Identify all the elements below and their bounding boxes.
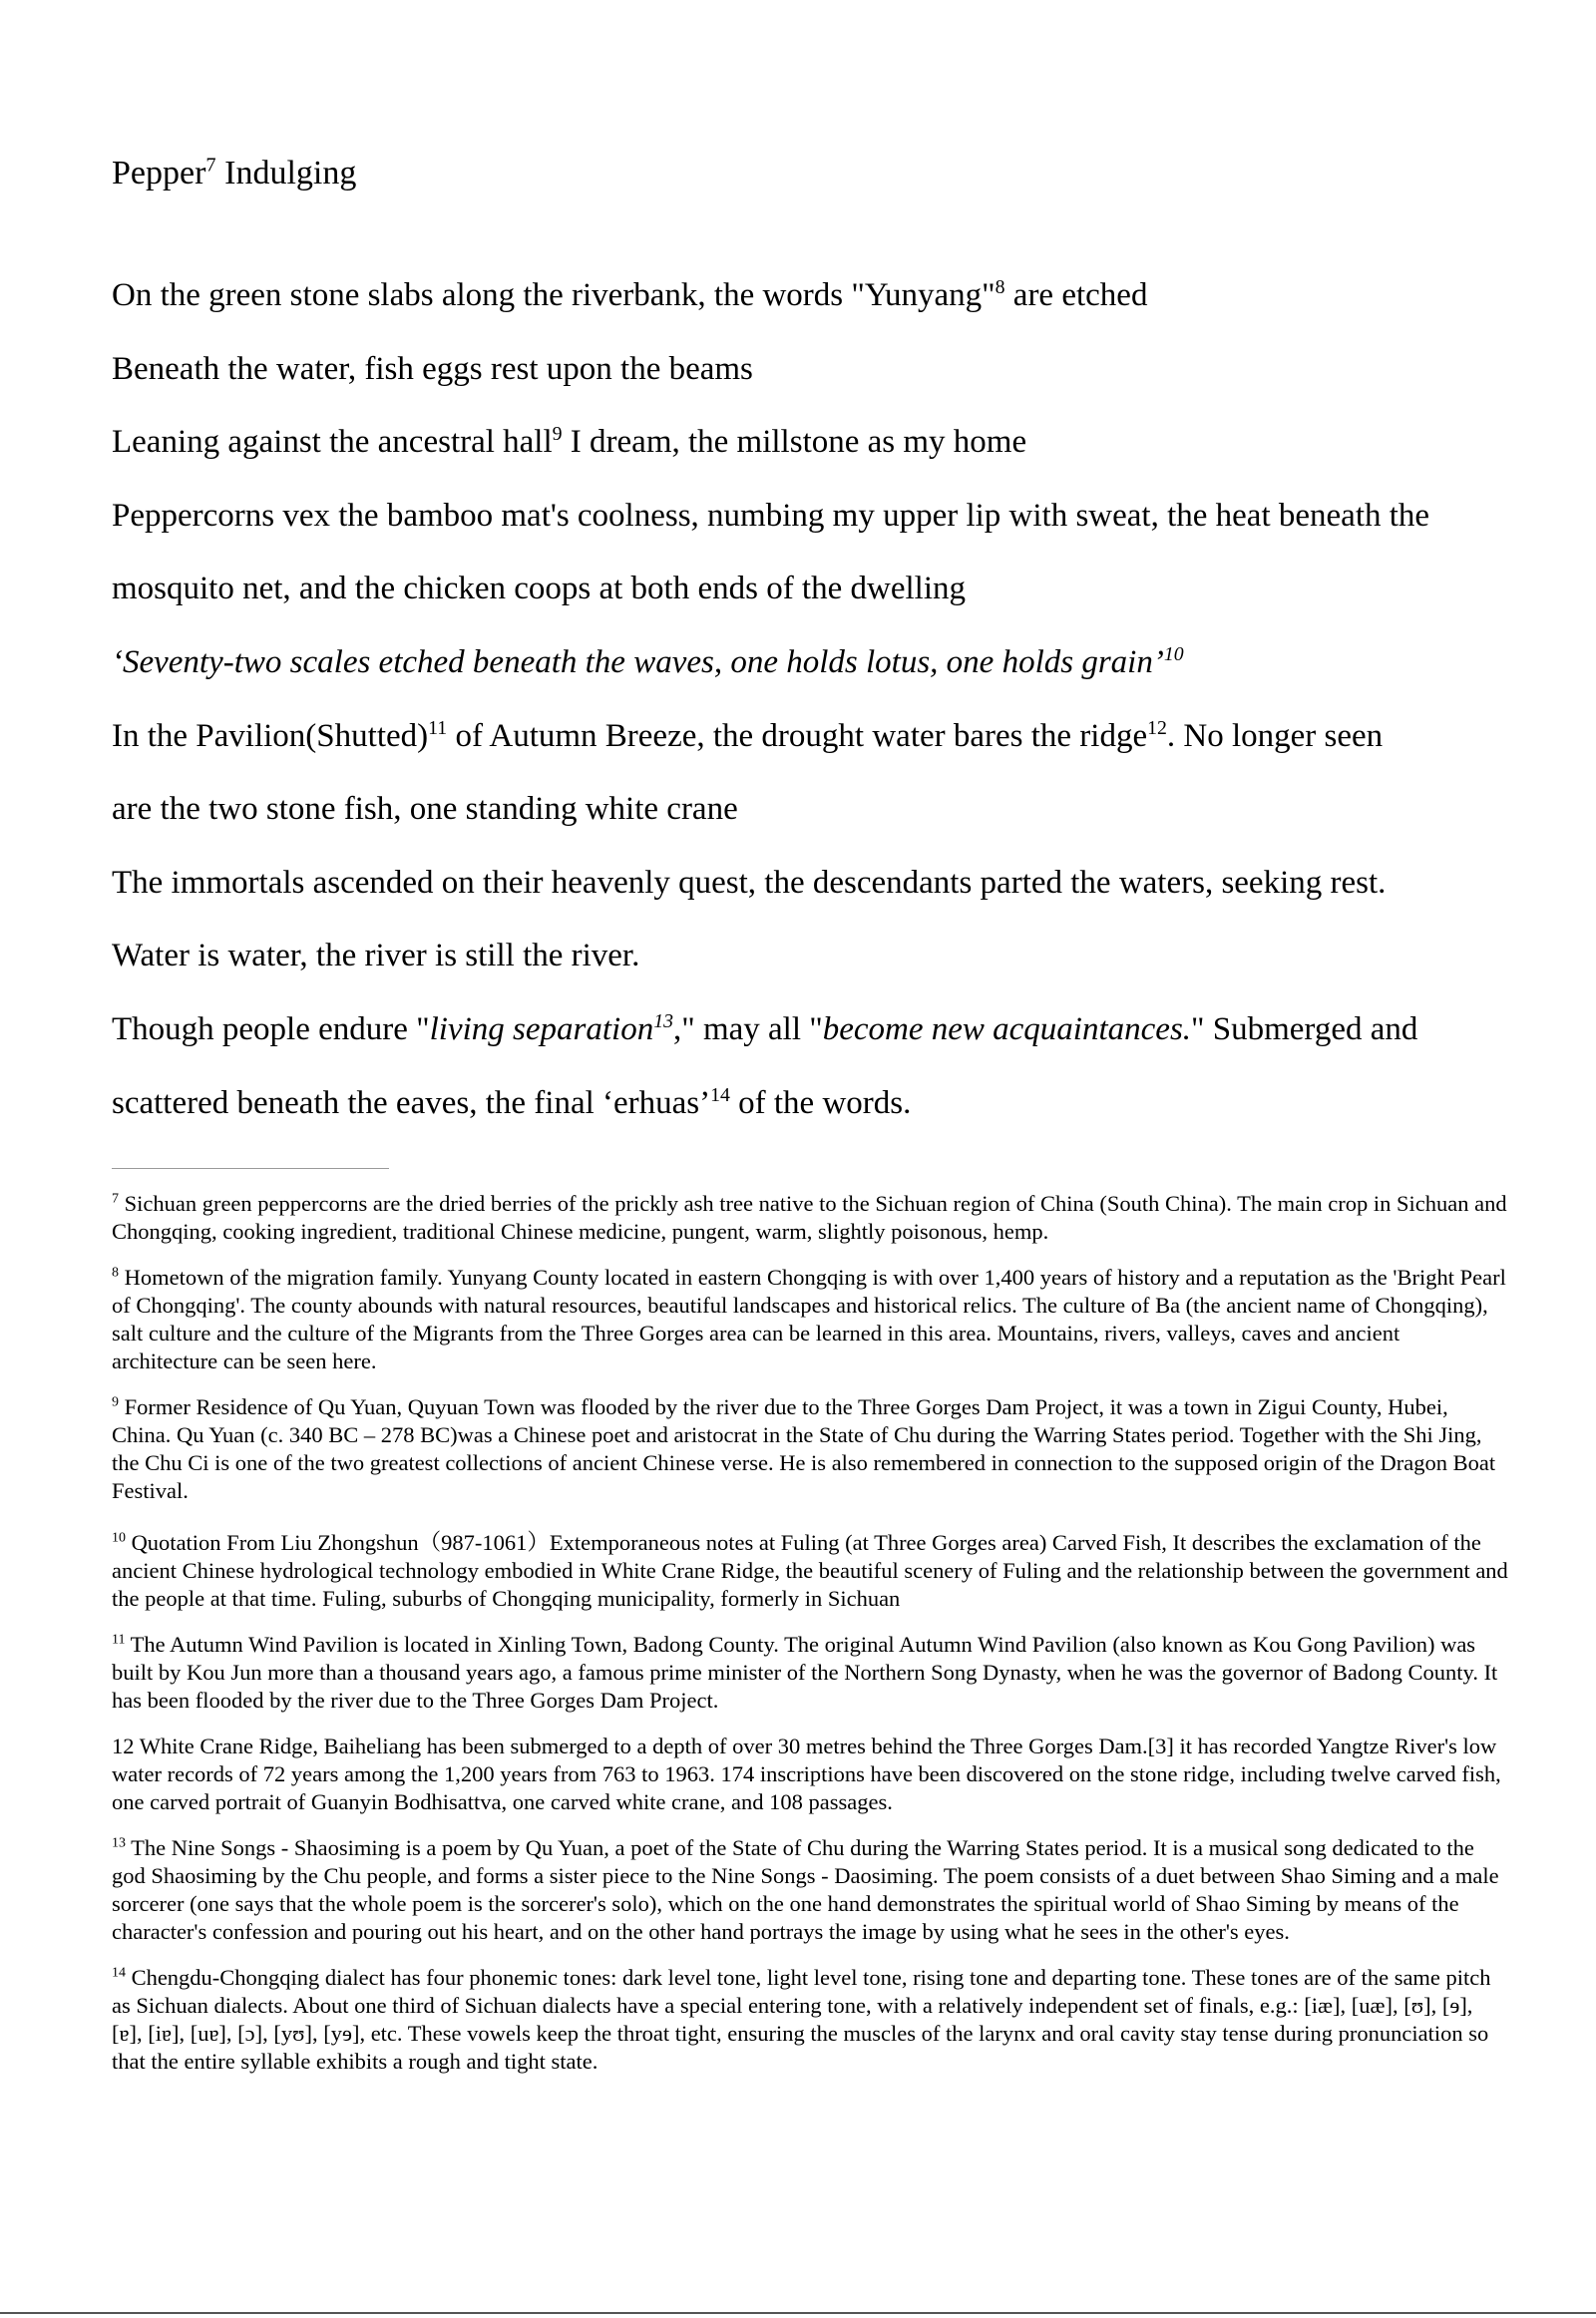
- poem-line: Water is water, the river is still the river.: [112, 938, 640, 974]
- footnote-13: $^{13}$ The Nine Songs - Shaosiming is a poem by Qu Yuan, a poet of the State of Chu during the Warring States period. It is a musical song dedicated to the god Shaosiming by the Chu people, and forms a sister piece to the Nine Songs - Daosiming. The poem consists of a duet between Shao Siming and a male sorcerer (one says that the whole poem is the sorcerer's solo), which on the one hand demonstrates the spiritual world of Shao Siming by means of the character's confession and pouring out his heart, and on the other hand portrays the image by using what he sees in the other's eyes.: [112, 1835, 1499, 1944]
- footnote-ref[interactable]: 13: [653, 1009, 673, 1032]
- footnote-8: $^8$ Hometown of the migration family. Yunyang County located in eastern Chongqing is with over 1,400 years of history and a reputation as the 'Bright Pearl of Chongqing'. The county abounds with natural resources, beautiful landscapes and historical relics. The culture of Ba (the ancient name of Chongqing), salt culture and the culture of the Migrants from the Three Gorges area can be learned in this area. Mountains, rivers, valleys, caves and ancient architecture can be seen here.: [112, 1265, 1506, 1373]
- footnote-ref[interactable]: 11: [428, 716, 448, 739]
- footnote-11: $^{11}$ The Autumn Wind Pavilion is located in Xinling Town, Badong County. The original Autumn Wind Pavilion (also known as Kou Gong Pavilion) was built by Kou Jun more than a thousand years ago, a famous prime minister of the Northern Song Dynasty, when he was the governor of Badong County. It has been flooded by the river due to the Three Gorges Dam Project.: [112, 1632, 1498, 1713]
- footnote-12: 12 White Crane Ridge, Baiheliang has been submerged to a depth of over 30 metres behind the Three Gorges Dam.[3] it has recorded Yangtze River's low water records of 72 years among the 1,200 years from 763 to 1963. 174 inscriptions have been discovered on the stone ridge, including twelve carved fish, one carved portrait of Guanyin Bodhisattva, one carved white crane, and 108 passages.: [112, 1734, 1501, 1814]
- footnote-ref[interactable]: 7: [205, 154, 216, 177]
- poem-line: are the two stone fish, one standing white crane: [112, 791, 738, 828]
- footnote-10: $^{10}$ Quotation From Liu Zhongshun（987-1061）Extemporaneous notes at Fuling (at Three Gorges area) Carved Fish, It describes the exclamation of the ancient Chinese hydrological technology embodied in White Crane Ridge, the beautiful scenery of Fuling and the relationship between the government and the people at that time. Fuling, suburbs of Chongqing municipality, formerly in Sichuan: [112, 1530, 1508, 1611]
- footnote-ref[interactable]: 10: [1163, 642, 1184, 665]
- poem-line: Though people endure "living separation$^{13}$," may all "become new acquaintances." Submerged and: [112, 1009, 1418, 1047]
- poem-line: Beneath the water, fish eggs rest upon the beams: [112, 350, 753, 387]
- footnote-ref[interactable]: 12: [1147, 716, 1167, 739]
- poem-line: mosquito net, and the chicken coops at both ends of the dwelling: [112, 571, 966, 607]
- poem-line: Peppercorns vex the bamboo mat's coolness, numbing my upper lip with sweat, the heat beneath the: [112, 497, 1430, 534]
- poem-body: [112, 259, 1488, 1140]
- footnote-ref[interactable]: 14: [710, 1083, 730, 1106]
- poem-line-quote: ‘Seventy-two scales etched beneath the waves, one holds lotus, one holds grain’$^{10}$: [112, 642, 1184, 680]
- poem-line: The immortals ascended on their heavenly quest, the descendants parted the waters, seeking rest.: [112, 864, 1387, 901]
- footnote-14: $^{14}$ Chengdu-Chongqing dialect has four phonemic tones: dark level tone, light level tone, rising tone and departing tone. These tones are of the same pitch as Sichuan dialects. About one third of Sichuan dialects have a special entering tone, with a relatively independent set of finals, e.g.: [iæ], [uæ], [ʊ], [ɘ], [ɐ], [iɐ], [uɐ], [ɔ], [yʊ], [yɘ], etc. These vowels keep the throat tight, ensuring the muscles of the larynx and oral cavity stay tense during pronunciation so that the entire syllable exhibits a rough and tight state.: [112, 1965, 1491, 2074]
- footnote-separator: [112, 1168, 389, 1169]
- footnotes: [112, 1190, 1508, 2076]
- poem-line: In the Pavilion(Shutted)$^{11}$ of Autumn Breeze, the drought water bares the ridge$^{12}$. No longer seen: [112, 716, 1384, 754]
- footnote-7: $^7$ Sichuan green peppercorns are the dried berries of the prickly ash tree native to the Sichuan region of China (South China). The main crop in Sichuan and Chongqing, cooking ingredient, traditional Chinese medicine, pungent, warm, slightly poisonous, hemp.: [112, 1191, 1507, 1244]
- poem-line: scattered beneath the eaves, the final ‘erhuas’$^{14}$ of the words.: [112, 1083, 912, 1121]
- poem-line: Leaning against the ancestral hall$^9$ I dream, the millstone as my home: [112, 423, 1027, 461]
- poem-title: Pepper$^7$ Indulging: [112, 154, 357, 192]
- footnote-9: $^9$ Former Residence of Qu Yuan, Quyuan Town was flooded by the river due to the Three Gorges Dam Project, it was a town in Zigui County, Hubei, China. Qu Yuan (c. 340 BC – 278 BC)was a Chinese poet and aristocrat in the State of Chu during the Warring States period. Together with the Shi Jing, the Chu Ci is one of the two greatest collections of ancient Chinese verse. He is also remembered in connection to the supposed origin of the Dragon Boat Festival.: [112, 1394, 1496, 1503]
- footnote-ref[interactable]: 8: [995, 276, 1005, 298]
- poem-line: On the green stone slabs along the riverbank, the words "Yunyang"$^8$ are etched: [112, 276, 1148, 313]
- page-bottom-border: [0, 2312, 1596, 2314]
- footnote-ref[interactable]: 9: [552, 423, 563, 446]
